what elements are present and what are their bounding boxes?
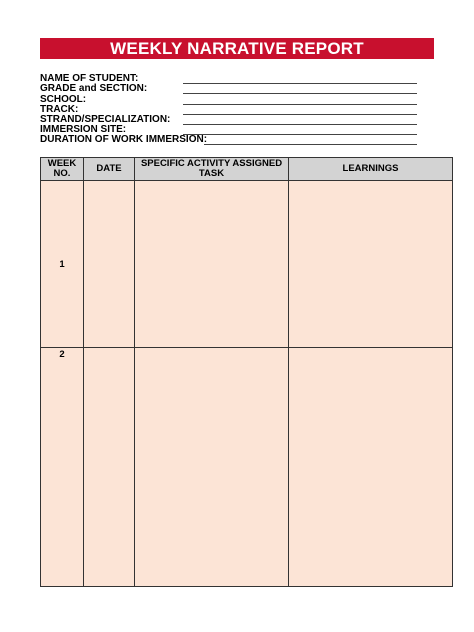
field-duration-of-work-immersion <box>40 135 420 145</box>
field-label: TRACK: <box>40 103 79 115</box>
school-line[interactable] <box>183 104 417 105</box>
field-label: GRADE and SECTION: <box>40 83 148 95</box>
grade-and-section-line[interactable] <box>183 93 417 94</box>
duration-of-work-immersion-line[interactable] <box>204 144 417 145</box>
table-row <box>41 348 453 587</box>
field-label: STRAND/SPECIALIZATION: <box>40 113 171 125</box>
header-date: DATE <box>84 158 135 181</box>
date-cell[interactable] <box>84 348 135 587</box>
learnings-cell[interactable] <box>289 348 453 587</box>
header-learnings: LEARNINGS <box>289 158 453 181</box>
week-number-cell: 1 <box>41 181 84 348</box>
field-label: IMMERSION SITE: <box>40 124 127 136</box>
activity-cell[interactable] <box>135 348 289 587</box>
field-grade-and-section <box>40 84 420 94</box>
table-row <box>41 181 453 348</box>
strand-specialization-line[interactable] <box>183 124 417 125</box>
field-label: DURATION OF WORK IMMERSION: <box>40 134 208 146</box>
header-specific-activity: SPECIFIC ACTIVITY ASSIGNED TASK <box>135 158 289 181</box>
field-label: NAME OF STUDENT: <box>40 73 139 85</box>
field-label: SCHOOL: <box>40 93 87 105</box>
header-week-no: WEEK NO. <box>41 158 84 181</box>
week-number-cell: 2 <box>41 348 84 587</box>
immersion-site-line[interactable] <box>183 134 417 135</box>
activity-cell[interactable] <box>135 181 289 348</box>
weekly-report-table <box>40 157 453 587</box>
name-of-student-line[interactable] <box>183 83 417 84</box>
report-title: WEEKLY NARRATIVE REPORT <box>40 38 434 59</box>
student-info-section <box>40 74 420 145</box>
date-cell[interactable] <box>84 181 135 348</box>
table-header-row <box>41 158 453 181</box>
learnings-cell[interactable] <box>289 181 453 348</box>
field-school <box>40 94 420 104</box>
track-line[interactable] <box>183 114 417 115</box>
